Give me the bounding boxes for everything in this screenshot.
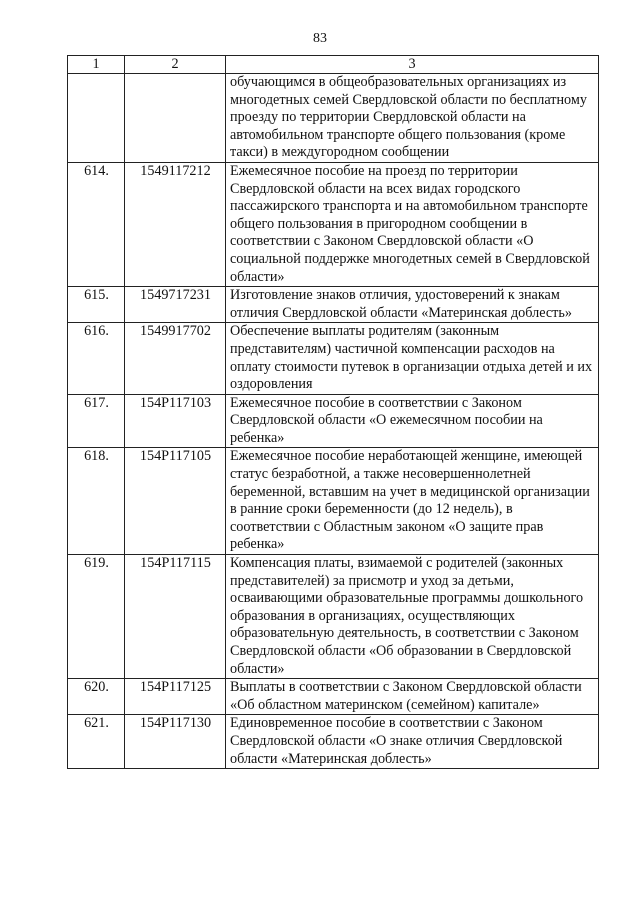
table-body [68, 74, 599, 769]
row-number: 617. [68, 394, 125, 448]
page-number: 83 [313, 31, 327, 46]
row-description: Единовременное пособие в соответствии с Законом Свердловской области «О знаке отличия Свердловской области «Материнская доблесть» [226, 715, 599, 769]
table-row [68, 394, 599, 448]
table-row [68, 74, 599, 163]
column-header-1: 1 [68, 56, 125, 74]
budget-code: 1549717231 [125, 287, 226, 323]
row-number [68, 74, 125, 163]
document-table [67, 55, 599, 769]
row-number: 619. [68, 555, 125, 679]
row-description: Выплаты в соответствии с Законом Свердловской области «Об областном материнском (семейном) капитале» [226, 679, 599, 715]
row-description: Ежемесячное пособие неработающей женщине, имеющей статус безработной, а также несовершеннолетней беременной, вставшим на учет в медицинской организации в ранние сроки беременности (до 12 недель), в соответствии с Областным законом «О защите прав ребенка» [226, 448, 599, 555]
budget-code: 1549917702 [125, 323, 226, 394]
row-number: 614. [68, 162, 125, 286]
row-description: Ежемесячное пособие на проезд по территории Свердловской области на всех видах городского пассажирского транспорта и на автомобильном транспорте общего пользования в пригородном сообщении в соответствии с Законом Свердловской области «О социальной поддержке многодетных семей в Свердловской области» [226, 162, 599, 286]
row-number: 618. [68, 448, 125, 555]
budget-code: 154P117130 [125, 715, 226, 769]
table-row [68, 715, 599, 769]
row-description: Обеспечение выплаты родителям (законным представителям) частичной компенсации расходов на оплату стоимости путевок в организации отдыха детей и их оздоровления [226, 323, 599, 394]
budget-code: 154P117115 [125, 555, 226, 679]
budget-code: 154P117105 [125, 448, 226, 555]
table-row [68, 287, 599, 323]
table-header [68, 56, 599, 74]
budget-code [125, 74, 226, 163]
row-number: 615. [68, 287, 125, 323]
table-row [68, 323, 599, 394]
row-number: 616. [68, 323, 125, 394]
column-header-2: 2 [125, 56, 226, 74]
table-row [68, 555, 599, 679]
row-description: Изготовление знаков отличия, удостоверений к знакам отличия Свердловской области «Материнская доблесть» [226, 287, 599, 323]
table-row [68, 162, 599, 286]
table-row [68, 679, 599, 715]
budget-code: 154P117125 [125, 679, 226, 715]
row-number: 620. [68, 679, 125, 715]
budget-code: 154P117103 [125, 394, 226, 448]
column-header-3: 3 [226, 56, 599, 74]
row-description: Компенсация платы, взимаемой с родителей (законных представителей) за присмотр и уход за детьми, осваивающими образовательные программы дошкольного образования в организациях, осуществляющих образовательную деятельность, в соответствии с Законом Свердловской области «Об образовании в Свердловской области» [226, 555, 599, 679]
header-row [68, 56, 599, 74]
budget-code: 1549117212 [125, 162, 226, 286]
row-number: 621. [68, 715, 125, 769]
table-row [68, 448, 599, 555]
row-description: обучающимся в общеобразовательных организациях из многодетных семей Свердловской области по бесплатному проезду по территории Свердловской области на автомобильном транспорте общего пользования (кроме такси) в междугородном сообщении [226, 74, 599, 163]
row-description: Ежемесячное пособие в соответствии с Законом Свердловской области «О ежемесячном пособии на ребенка» [226, 394, 599, 448]
